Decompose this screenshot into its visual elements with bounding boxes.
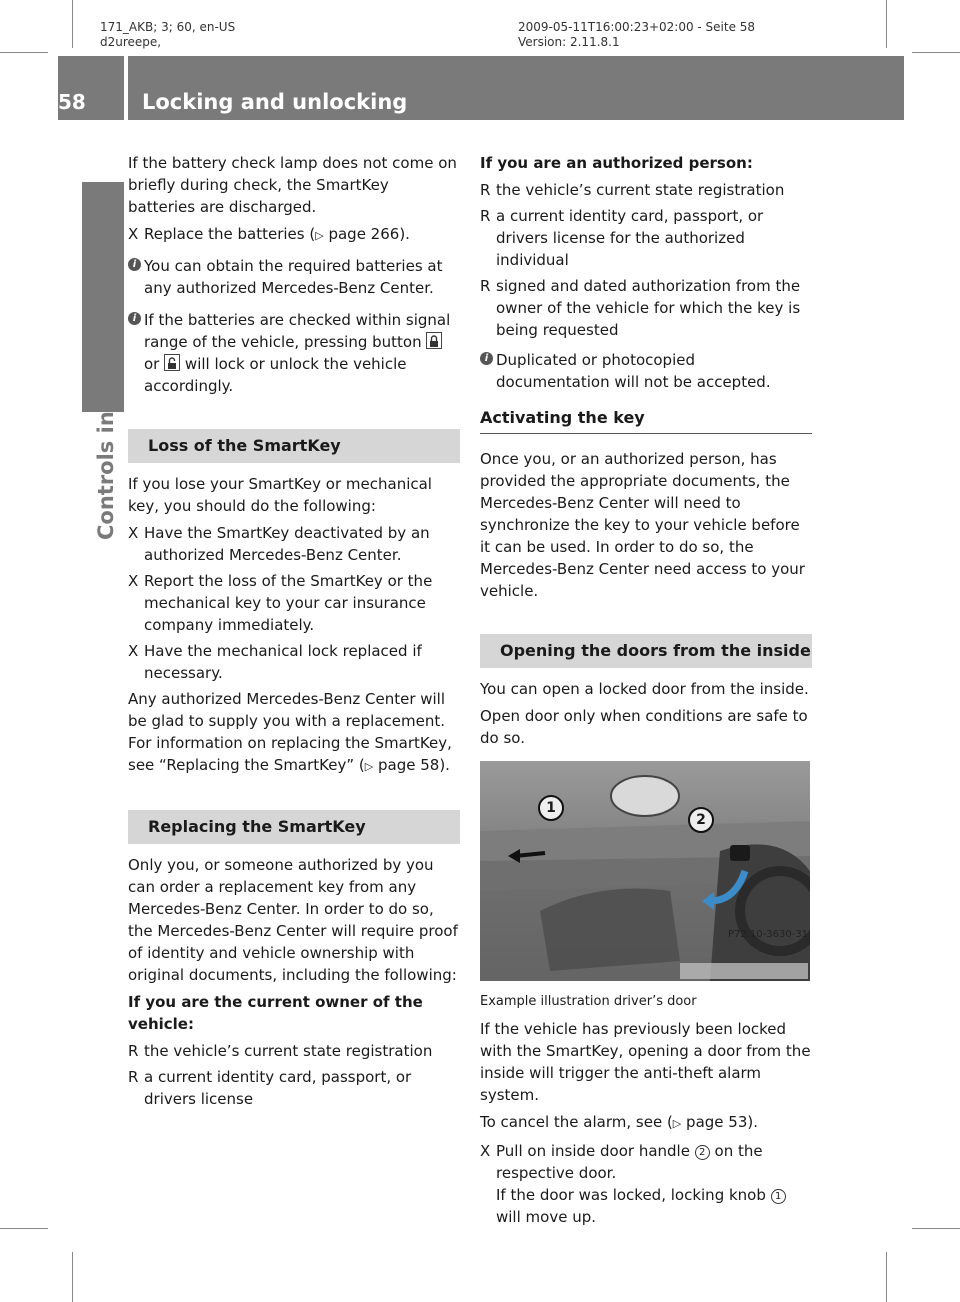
- section-heading-activating: Activating the key: [480, 407, 812, 434]
- bullet-marker-icon: R: [480, 277, 491, 295]
- page-ref-link[interactable]: page 266).: [328, 225, 410, 243]
- crop-mark: [912, 52, 960, 53]
- info-icon: i: [128, 312, 141, 325]
- door-illustration: [480, 761, 810, 981]
- bullet-item: R the vehicle’s current state registration: [480, 181, 785, 199]
- loss-note: Any authorized Mercedes-Benz Center will be glad to supply you with a replacement. For information on replacing the SmartKey, see “Replacing the SmartKey” (▷ page 58).: [128, 690, 452, 774]
- step-marker-icon: X: [128, 524, 139, 542]
- step-item: X Have the mechanical lock replaced if necessary.: [128, 642, 422, 682]
- step-item: X Have the SmartKey deactivated by an authorized Mercedes-Benz Center.: [128, 524, 430, 564]
- callout-ref-1: 1: [771, 1189, 786, 1204]
- unlock-button-icon: [164, 354, 180, 371]
- bullet-marker-icon: R: [480, 181, 491, 199]
- page-ref-link[interactable]: page 58).: [378, 756, 450, 774]
- owner-label: If you are the current owner of the vehicle:: [128, 993, 423, 1033]
- page-ref-icon: ▷: [364, 760, 374, 773]
- photo-caption: Example illustration driver’s door: [480, 994, 697, 1009]
- battery-intro: If the battery check lamp does not come on briefly during check, the SmartKey batteries are discharged.: [128, 154, 457, 216]
- meta-right: 2009-05-11T16:00:23+02:00 - Seite 58 Version: 2.11.8.1: [518, 20, 756, 49]
- step-marker-icon: X: [128, 642, 139, 660]
- page-title: Locking and unlocking: [142, 90, 408, 114]
- bullet-item: R a current identity card, passport, or drivers license for the authorized individual: [480, 207, 764, 269]
- bullet-item: R a current identity card, passport, or drivers license: [128, 1068, 412, 1108]
- callout-ref-2: 2: [695, 1145, 710, 1160]
- crop-mark: [72, 0, 73, 48]
- step-marker-icon: X: [480, 1142, 491, 1160]
- bullet-marker-icon: R: [128, 1068, 139, 1086]
- step-item: X Replace the batteries (▷ page 266).: [128, 225, 410, 243]
- crop-mark: [72, 1252, 73, 1302]
- side-tab-label: Controls in detail: [94, 336, 118, 540]
- crop-mark: [886, 0, 887, 48]
- page-number: 58: [58, 90, 86, 114]
- step-marker-icon: X: [128, 572, 139, 590]
- crop-mark: [912, 1228, 960, 1229]
- step-item: X Report the loss of the SmartKey or the mechanical key to your car insurance company immediately.: [128, 572, 433, 634]
- auth-label: If you are an authorized person:: [480, 154, 753, 172]
- page-ref-link[interactable]: page 53).: [686, 1113, 758, 1131]
- info-note: i Duplicated or photocopied documentation will not be accepted.: [480, 349, 812, 393]
- bullet-marker-icon: R: [480, 207, 491, 225]
- crop-mark: [886, 1252, 887, 1302]
- lock-button-icon: [426, 332, 442, 349]
- section-heading-loss: Loss of the SmartKey: [128, 429, 460, 463]
- alarm-text: If the vehicle has previously been locked with the SmartKey, opening a door from the inside will trigger the anti-theft alarm system.: [480, 1020, 811, 1104]
- page-ref-icon: ▷: [315, 229, 324, 242]
- crop-mark: [0, 52, 48, 53]
- cancel-text: To cancel the alarm, see (▷ page 53).: [480, 1113, 758, 1131]
- replace-text: Only you, or someone authorized by you can order a replacement key from any Mercedes-Benz Center. In order to do so, the Mercedes-Benz Center will require proof of identity and vehicle ownership with original documents, including the following:: [128, 856, 458, 984]
- section-heading-opening: Opening the doors from the inside: [480, 634, 812, 668]
- page-ref-icon: ▷: [672, 1117, 682, 1130]
- step-item: X Pull on inside door handle 2 on the respective door. If the door was locked, locking knob 1 will move up.: [480, 1140, 812, 1228]
- header-divider: [124, 56, 126, 120]
- info-icon: i: [480, 352, 493, 365]
- bullet-marker-icon: R: [128, 1042, 139, 1060]
- callout-1: 1: [538, 795, 564, 821]
- bullet-item: R the vehicle’s current state registration: [128, 1042, 433, 1060]
- step-marker-icon: X: [128, 225, 139, 243]
- info-icon: i: [128, 258, 141, 271]
- section-heading-replacing: Replacing the SmartKey: [128, 810, 460, 844]
- info-note: i If the batteries are checked within signal range of the vehicle, pressing button or will lock or unlock the vehicle accordingly.: [128, 309, 460, 397]
- left-column: [128, 152, 460, 1114]
- photo-code: P72.10-3630-31: [728, 929, 809, 940]
- info-note: i You can obtain the required batteries at any authorized Mercedes-Benz Center.: [128, 255, 460, 299]
- right-column: [480, 152, 812, 1232]
- open-text-1: You can open a locked door from the inside.: [480, 680, 809, 698]
- open-text-2: Open door only when conditions are safe to do so.: [480, 707, 808, 747]
- activate-text: Once you, or an authorized person, has provided the appropriate documents, the Mercedes-Benz Center will need to synchronize the key to your vehicle before it can be used. In order to do so, the Mercedes-Benz Center need access to your vehicle.: [480, 450, 805, 600]
- crop-mark: [0, 1228, 48, 1229]
- meta-left: 171_AKB; 3; 60, en-US d2ureepe,: [100, 20, 236, 49]
- loss-intro: If you lose your SmartKey or mechanical key, you should do the following:: [128, 475, 432, 515]
- callout-2: 2: [688, 807, 714, 833]
- bullet-item: R signed and dated authorization from the owner of the vehicle for which the key is being requested: [480, 277, 801, 339]
